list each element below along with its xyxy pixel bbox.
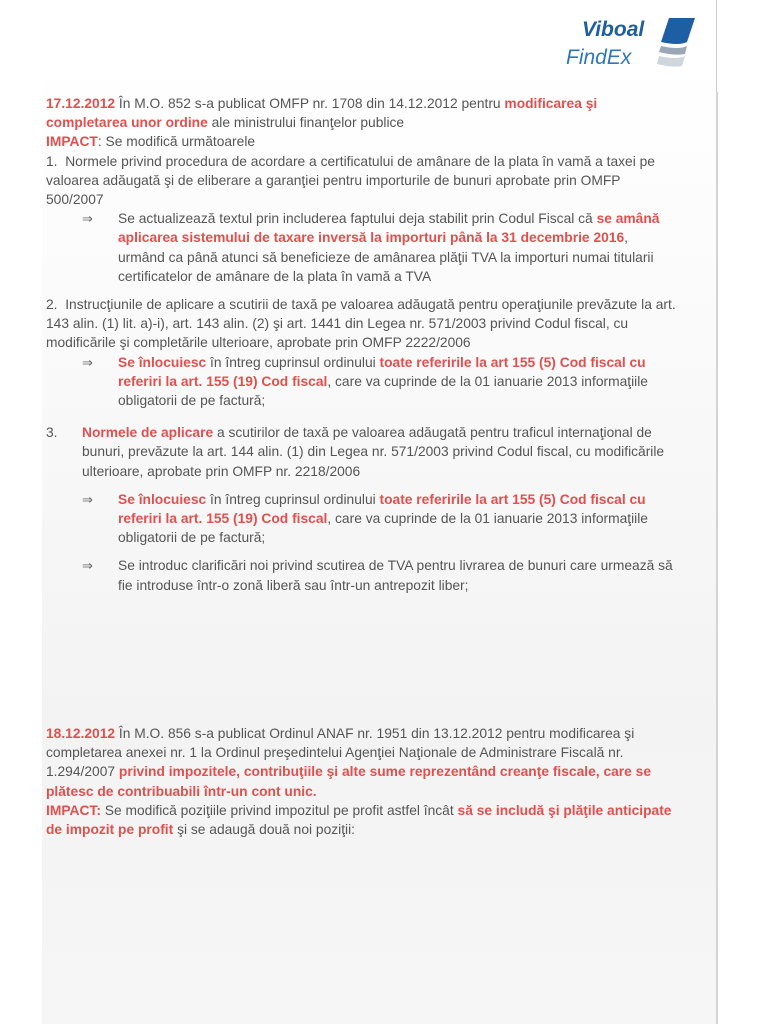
- item-number: 2.: [46, 297, 58, 313]
- bullet-text: Se introduc clarificări noi privind scutirea de TVA pentru livrarea de bunuri care urmează să fie introduse într-o zonă liberă sau într-un antrepozit liber;: [118, 558, 673, 593]
- bullet-text: [118, 209, 676, 286]
- arrow-icon: ⇒: [82, 354, 93, 370]
- bullet-item-3: [82, 490, 676, 548]
- date-label: 17.12.2012: [46, 96, 116, 111]
- document-content-lower: [46, 724, 686, 839]
- viboal-findex-logo: [560, 12, 700, 82]
- impact-text: şi se adaugă două noi poziţii:: [173, 822, 356, 838]
- numbered-item-1: [46, 152, 676, 210]
- date-label: 18.12.2012: [46, 726, 116, 741]
- item-number: 3.: [46, 425, 58, 441]
- bullet-item-2: [82, 353, 676, 411]
- impact-label: IMPACT: [46, 134, 98, 150]
- page-edge-shadow: [716, 92, 718, 1024]
- bullet-item-1: [82, 209, 676, 286]
- impact-text: Se modifică poziţiile privind impozitul pe profit astfel încât: [100, 802, 458, 818]
- highlight-text: să se includă şi plăţile anticipate de impozit pe profit: [46, 802, 672, 838]
- arrow-icon: ⇒: [82, 491, 93, 507]
- bullet-text-part: în întreg cuprinsul ordinului: [206, 491, 380, 507]
- highlight-text: Se înlocuiesc: [118, 354, 207, 370]
- bullet-text-part: în întreg cuprinsul ordinului: [206, 354, 380, 370]
- impact-text: : Se modifică următoarele: [97, 134, 256, 150]
- paragraph-text: ale ministrului finanţelor publice: [207, 115, 405, 131]
- bullet-text: [118, 353, 676, 411]
- arrow-icon: ⇒: [82, 558, 93, 574]
- numbered-item-2: [46, 295, 676, 353]
- arrow-icon: ⇒: [82, 211, 93, 227]
- impact-paragraph-2: [46, 801, 686, 839]
- bullet-text-part: , care va cuprinde de la 01 ianuarie 2013 informaţiile obligatorii de pe factură;: [118, 373, 648, 409]
- highlight-text: toate referirile la art 155 (5) Cod fiscal cu referiri la art. 155 (19) Cod fiscal: [118, 491, 646, 527]
- bullet-text: [118, 490, 676, 548]
- bullet-text-part: , care va cuprinde de la 01 ianuarie 2013 informaţiile obligatorii de pe factură;: [118, 511, 648, 546]
- impact-label: IMPACT:: [46, 802, 101, 818]
- paragraph-18-12-2012: [46, 724, 686, 801]
- highlight-text: Se înlocuiesc: [118, 491, 207, 507]
- logo-text-findex: FindEx: [566, 46, 632, 69]
- highlight-text: privind impozitele, contribuţiile şi alte sume reprezentând creanţe fiscale, care se plătesc de contribuabili într-un cont unic.: [46, 764, 652, 799]
- paragraph-text: În M.O. 852 s-a publicat OMFP nr. 1708 din 14.12.2012 pentru: [115, 96, 505, 111]
- item-text: Normele privind procedura de acordare a certificatului de amânare de la plata în vamă a taxei pe valoarea adăugată şi de eliberare a garanţiei pentru importurile de bunuri aprobate prin OMFP 500/2007: [46, 153, 655, 208]
- logo-flag-icon: [655, 16, 699, 76]
- item-text: [82, 423, 676, 481]
- item-number: 1.: [46, 153, 58, 169]
- paragraph-text: În M.O. 856 s-a publicat Ordinul ANAF nr. 1951 din 13.12.2012 pentru modificarea şi completarea anexei nr. 1 la Ordinul preşedintelui Agenţiei Naţionale de Administrare Fiscală nr. 1.294/2007: [46, 726, 635, 780]
- item-text: Instrucţiunile de aplicare a scutirii de taxă pe valoarea adăugată pentru operaţiunile prevăzute la art. 143 alin. (1) lit. a)-i), art. 143 alin. (2) şi art. 1441 din Legea nr. 571/2003 privind Codul fiscal, cu modificările şi completările ulterioare, aprobate prin OMFP 2222/2006: [46, 297, 676, 351]
- item-text-part: a scutirilor de taxă pe valoarea adăugată pentru traficul internaţional de bunuri, prevăzute la art. 144 alin. (1) din Legea nr. 571/2003 privind Codul fiscal, cu modificările ulterioare, aprobate prin OMFP nr. 2218/2006: [82, 425, 665, 479]
- bullet-item-4: [82, 556, 676, 594]
- impact-heading: [46, 132, 676, 151]
- highlight-text: Normele de aplicare: [82, 425, 214, 441]
- document-content: [46, 94, 676, 604]
- numbered-item-3: [46, 423, 676, 481]
- highlight-text: se amână aplicarea sistemului de taxare inversă la importuri până la 31 decembrie 2016: [118, 211, 660, 246]
- bullet-text-part: , urmând ca până atunci să beneficieze de amânarea plăţii TVA la importuri numai titularii certificatelor de amânare de la plata în vamă a TVA: [118, 230, 654, 284]
- paragraph-17-12-2012: [46, 94, 676, 132]
- logo-text-viboal: Viboal: [582, 18, 645, 41]
- highlight-text: toate referirile la art 155 (5) Cod fiscal cu referiri la art. 155 (19) Cod fiscal: [118, 354, 646, 389]
- highlight-text: modificarea şi completarea unor ordine: [46, 96, 598, 131]
- bullet-text-part: Se actualizează textul prin includerea faptului deja stabilit prin Codul Fiscal că: [118, 211, 597, 227]
